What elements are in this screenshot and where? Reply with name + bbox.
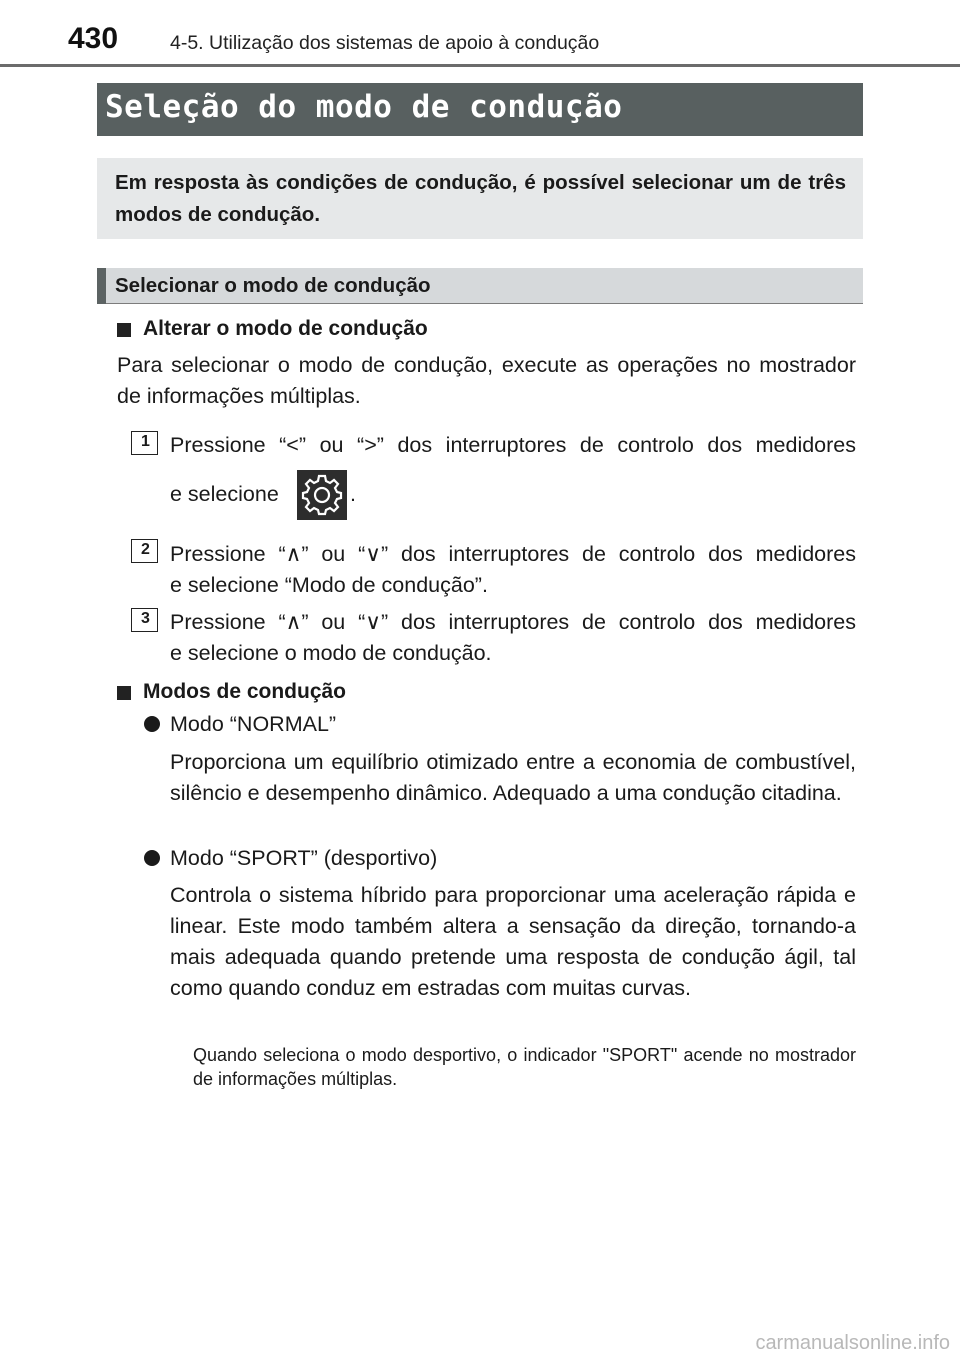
step-number: 2 — [141, 541, 150, 558]
round-bullet-icon — [144, 716, 160, 732]
intro-box — [97, 158, 863, 239]
watermark: carmanualsonline.info — [755, 1332, 950, 1354]
step-2-line1: Pressione “∧” ou “∨” dos interruptores de controlo dos medidores — [170, 542, 856, 566]
step-number: 1 — [141, 433, 150, 450]
step-3-line1: Pressione “∧” ou “∨” dos interruptores de controlo dos medidores — [170, 610, 856, 634]
step-1-line1: Pressione “<” ou “>” dos interruptores de controlo dos medidores — [170, 433, 856, 457]
change-mode-heading-text: Alterar o modo de condução — [143, 317, 428, 340]
square-bullet-icon — [117, 686, 131, 700]
step-number-box — [131, 539, 158, 563]
step-number: 3 — [141, 610, 150, 627]
step-number-box — [131, 431, 158, 455]
step-1-line2-suffix: . — [350, 482, 356, 506]
step-2-line2: e selecione “Modo de condução”. — [170, 573, 488, 597]
sport-note: Quando seleciona o modo desportivo, o indicador "SPORT" acende no mostrador de informações múltiplas. — [193, 1045, 856, 1089]
mode-sport-description: Controla o sistema híbrido para proporcionar uma aceleração rápida e linear. Este modo também altera a sensação da direção, tornando-a mais adequada quando pretende uma resposta de condução ágil, tal como quando conduz em estradas com muitas curvas. — [170, 883, 856, 1000]
title-bar — [97, 83, 863, 136]
change-mode-paragraph: Para selecionar o modo de condução, execute as operações no mostrador de informações múltiplas. — [117, 353, 856, 408]
round-bullet-icon — [144, 850, 160, 866]
gear-icon — [297, 470, 347, 520]
change-mode-heading — [117, 317, 517, 345]
step-number-box — [131, 608, 158, 632]
modes-heading-text: Modos de condução — [143, 680, 347, 703]
mode-normal-name: Modo “NORMAL” — [170, 712, 337, 736]
intro-text: Em resposta às condições de condução, é possível selecionar um de três modos de condução. — [115, 171, 846, 226]
subsection-title: Selecionar o modo de condução — [115, 274, 431, 297]
square-bullet-icon — [117, 323, 131, 337]
page-title: Seleção do modo de condução — [105, 89, 623, 125]
subsection-header — [97, 268, 863, 304]
header-divider — [0, 64, 960, 67]
section-reference: 4-5. Utilização dos sistemas de apoio à condução — [170, 32, 600, 54]
mode-normal-description: Proporciona um equilíbrio otimizado entre a economia de combustível, silêncio e desempenho dinâmico. Adequado a uma condução citadina. — [170, 750, 856, 805]
page-number: 430 — [68, 22, 119, 55]
step-1-line2: e selecione — [170, 482, 279, 506]
page-header — [0, 0, 960, 66]
mode-sport-name: Modo “SPORT” (desportivo) — [170, 846, 438, 870]
subsection-accent — [97, 268, 106, 304]
modes-heading — [117, 680, 517, 708]
step-3-line2: e selecione o modo de condução. — [170, 641, 492, 665]
